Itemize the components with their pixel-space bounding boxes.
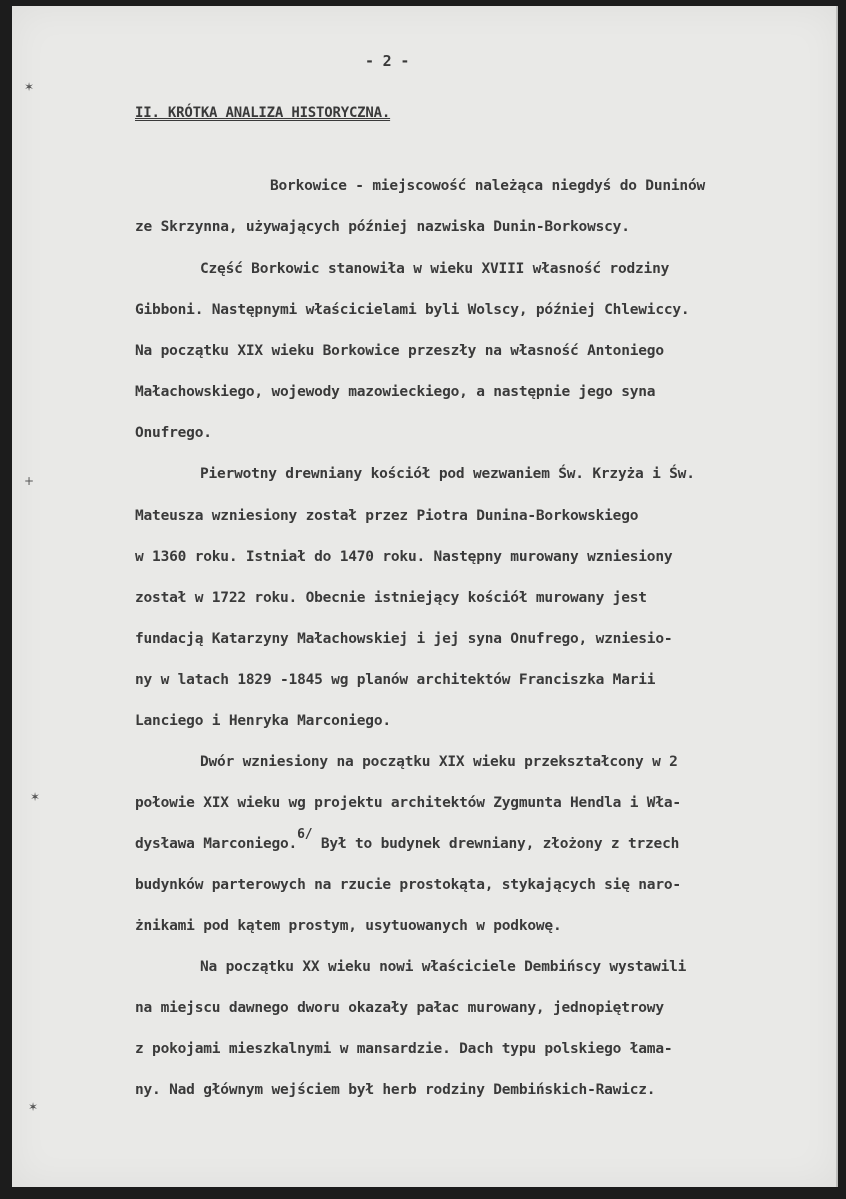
text-line-content: Borkowice - miejscowość należąca niegdyś do Duninów [270,178,706,194]
text-line-content: połowie XIX wieku wg projektu architektów Zygmunta Hendla i Wła- [135,795,681,811]
text-line-content: ny w latach 1829 -1845 wg planów architektów Franciszka Marii [135,672,656,688]
text-line [135,918,562,934]
text-line-content: dysława Marconiego. [135,836,298,852]
text-line [135,1041,672,1057]
text-line-content: Mateusza wzniesiony został przez Piotra Dunina-Borkowskiego [135,508,639,524]
text-line-content: został w 1722 roku. Obecnie istniejący kościół murowany jest [135,590,647,606]
text-line [135,1082,655,1098]
text-line [200,466,695,482]
text-line [135,672,655,688]
text-line-content: Lanciego i Henryka Marconiego. [135,713,391,729]
margin-mark: ✶ [28,1100,39,1114]
margin-mark: ✶ [30,790,41,804]
text-line-content: ny. Nad głównym wejściem był herb rodziny Dembińskich-Rawicz. [135,1082,656,1098]
text-line [135,713,391,729]
text-line-content: ze Skrzynna, używających później nazwiska Dunin-Borkowscy. [135,219,630,235]
text-line [135,795,681,811]
text-line [135,1000,664,1016]
text-line-content: fundacją Katarzyny Małachowskiej i jej syna Onufrego, wzniesio- [135,631,673,647]
text-line-content: Pierwotny drewniany kościół pod wezwaniem Św. Krzyża i Św. [200,466,695,482]
text-line [135,827,680,852]
text-line-content: Na początku XX wieku nowi właściciele Dembińscy wystawili [200,959,687,975]
text-line [200,261,669,277]
text-line [135,302,689,318]
text-line [200,754,678,770]
text-line-content: Na początku XIX wieku Borkowice przeszły na własność Antoniego [135,343,664,359]
text-line [135,343,664,359]
text-line-content: Małachowskiego, wojewody mazowieckiego, a następnie jego syna [135,384,656,400]
text-line [135,219,630,235]
text-line-content: budynków parterowych na rzucie prostokąta, stykających się naro- [135,877,681,893]
section-heading: II. KRÓTKA ANALIZA HISTORYCZNA. [135,105,391,121]
text-line [135,590,647,606]
text-line [135,549,672,565]
margin-mark: + [24,474,35,488]
text-line-content: Dwór wzniesiony na początku XIX wieku przekształcony w 2 [200,754,678,770]
text-line-continuation: Był to budynek drewniany, złożony z trzech [312,836,680,852]
text-line-content: z pokojami mieszkalnymi w mansardzie. Dach typu polskiego łama- [135,1041,673,1057]
text-line [135,425,212,441]
text-line-content: żnikami pod kątem prostym, usytuowanych w podkowę. [135,918,562,934]
text-line-content: Część Borkowic stanowiła w wieku XVIII własność rodziny [200,261,670,277]
margin-mark: ✶ [24,80,35,94]
text-line [135,384,655,400]
page-number: - 2 - [365,52,410,70]
footnote-reference: 6/ [297,827,313,842]
text-line-content: na miejscu dawnego dworu okazały pałac murowany, jednopiętrowy [135,1000,664,1016]
page-edge [836,6,838,1187]
text-line [135,631,672,647]
text-line [135,508,638,524]
text-line-content: Gibboni. Następnymi właścicielami byli Wolscy, później Chlewiccy. [135,302,690,318]
text-line [200,959,686,975]
text-line [135,877,681,893]
text-line-content: w 1360 roku. Istniał do 1470 roku. Następny murowany wzniesiony [135,549,673,565]
text-line [270,178,705,194]
text-line-content: Onufrego. [135,425,212,441]
